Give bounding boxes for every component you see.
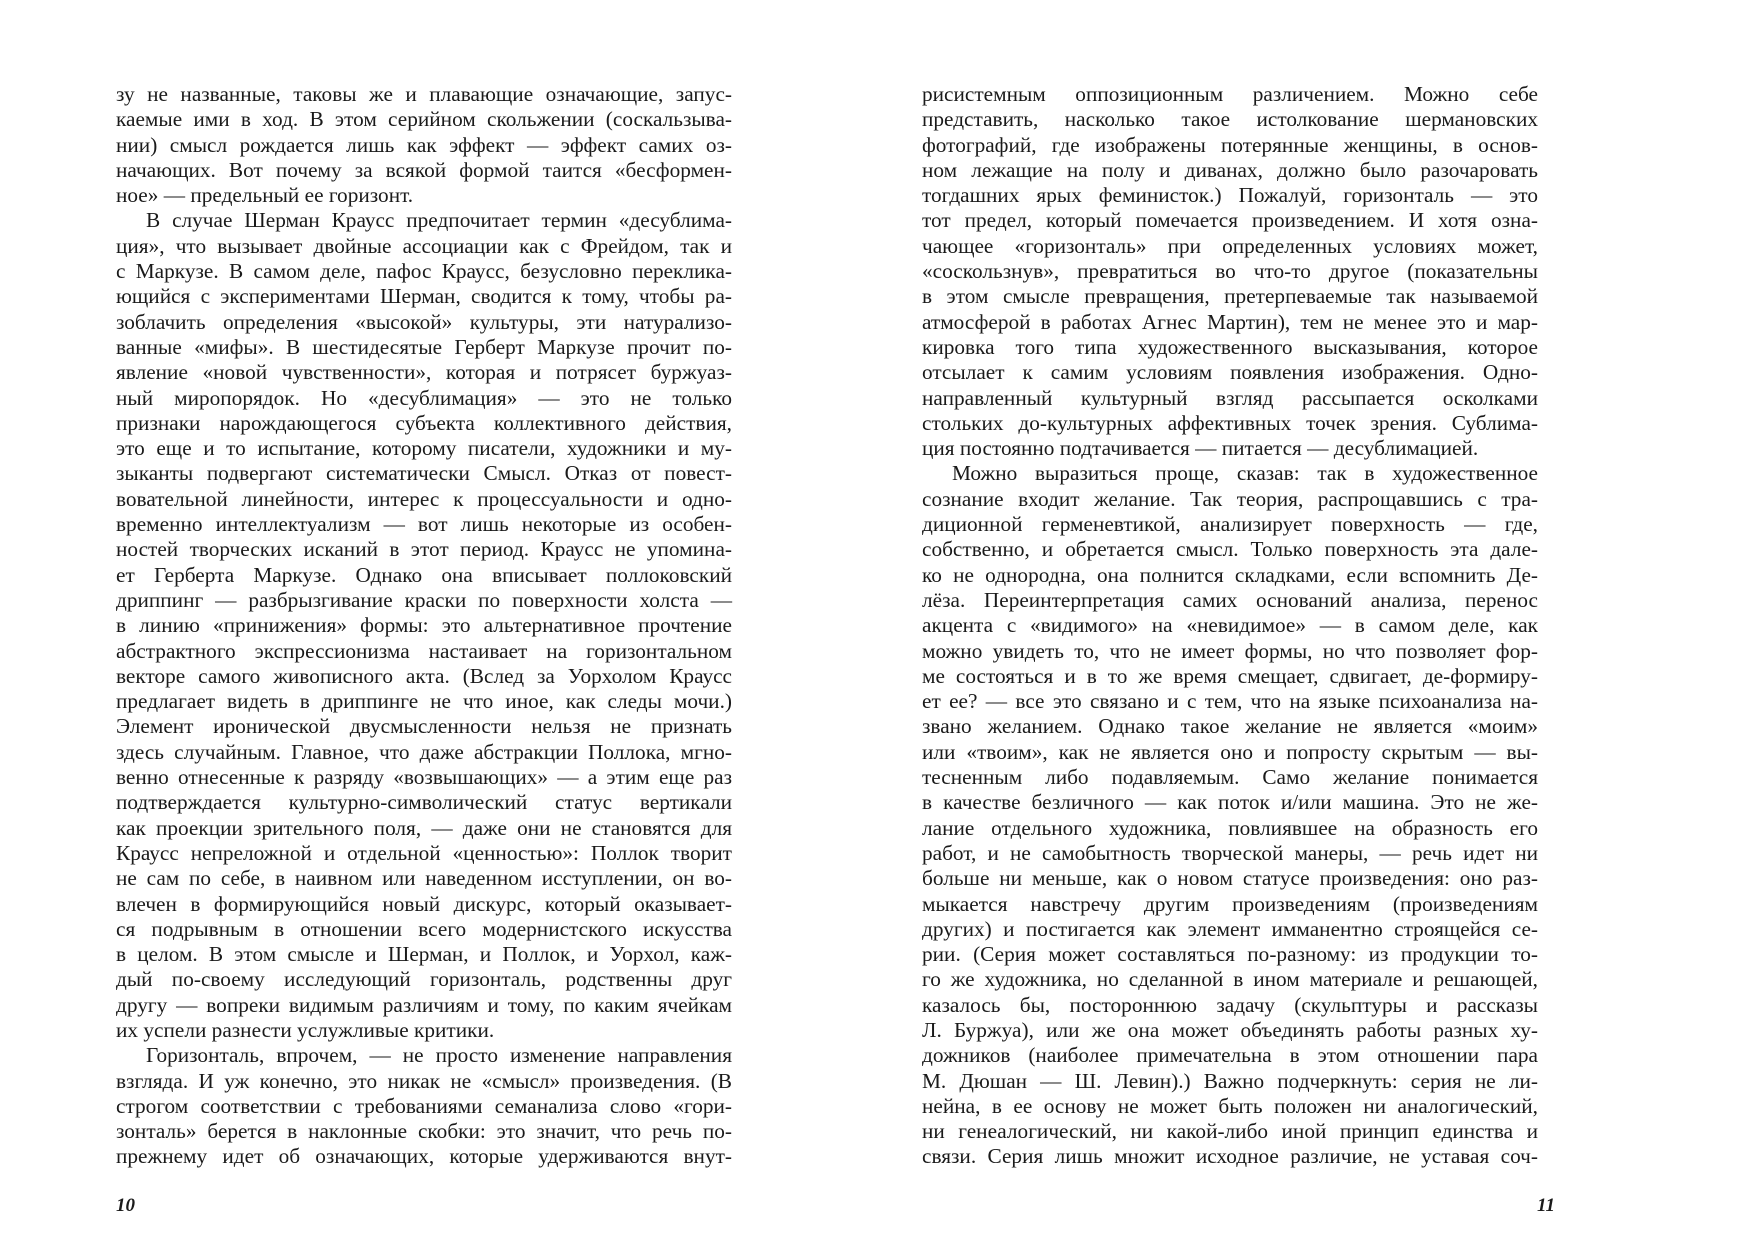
left-page-text	[116, 82, 732, 1170]
text-line: дриппинг — разбрызгивание краски по поверхности холста —	[116, 587, 732, 612]
text-line: атмосферой в работах Агнес Мартин), тем не менее это и мар-	[922, 309, 1538, 334]
text-line: явление «новой чувственности», которая и потрясет буржуаз-	[116, 360, 732, 385]
text-line: ция», что вызывает двойные ассоциации как с Фрейдом, так и	[116, 233, 732, 258]
text-line: в этом смысле превращения, претерпеваемые так называемой	[922, 284, 1538, 309]
text-line: ющийся с экспериментами Шерман, сводится к тому, чтобы ра-	[116, 284, 732, 309]
left-page	[0, 0, 877, 1241]
text-line: тогдашних ярых феминисток.) Пожалуй, горизонталь — это	[922, 183, 1538, 208]
text-line: рии. (Серия может составляться по-разному: из продукции то-	[922, 942, 1538, 967]
text-line: акцента с «видимого» на «невидимое» — в самом деле, как	[922, 613, 1538, 638]
text-line: прежнему идет об означающих, которые удерживаются внут-	[116, 1144, 732, 1169]
right-page-number: 11	[1537, 1195, 1555, 1216]
text-line: ный миропорядок. Но «десублимация» — это не только	[116, 385, 732, 410]
text-line: других) и постигается как элемент имманентно строящейся се-	[922, 916, 1538, 941]
text-line: рисистемным оппозиционным различением. Можно себе	[922, 82, 1538, 106]
text-line: нейна, в ее основу не может быть положен ни аналогический,	[922, 1093, 1538, 1118]
text-line: «соскользнув», превратиться во что-то другое (показательны	[922, 259, 1538, 284]
text-line: или «твоим», как не является оно и попросту скрытым — вы-	[922, 739, 1538, 764]
text-line: абстрактного экспрессионизма настаивает на горизонтальном	[116, 638, 732, 663]
text-line: в целом. В этом смысле и Шерман, и Поллок, и Уорхол, каж-	[116, 942, 732, 967]
text-line: Краусс непреложной и отдельной «ценностью»: Поллок творит	[116, 840, 732, 865]
text-line: с Маркузе. В самом деле, пафос Краусс, безусловно переклика-	[116, 259, 732, 284]
text-line: нии) смысл рождается лишь как эффект — эффект самих оз-	[116, 132, 732, 157]
text-line: го же художника, но сделанной в ином материале и решающей,	[922, 967, 1538, 992]
text-line: казалось бы, постороннюю задачу (скульптуры и рассказы	[922, 992, 1538, 1017]
text-line: Элемент иронической двусмысленности нельзя не признать	[116, 714, 732, 739]
text-line: временно интеллектуализм — вот лишь некоторые из особен-	[116, 512, 732, 537]
text-line: Горизонталь, впрочем, — не просто изменение направления	[146, 1043, 732, 1068]
text-line: тот предел, который помечается произведением. И хотя озна-	[922, 208, 1538, 233]
text-line: ция постоянно подтачивается — питается — десублимацией.	[922, 436, 1479, 461]
text-line: признаки нарождающегося субъекта коллективного действия,	[116, 410, 732, 435]
text-line: В случае Шерман Краусс предпочитает термин «десублима-	[146, 208, 732, 233]
text-line: ном лежащие на полу и диванах, должно было разочаровать	[922, 157, 1538, 182]
text-line: венно отнесенные к разряду «возвышающих» — а этим еще раз	[116, 765, 732, 790]
right-page-text	[922, 82, 1538, 1170]
text-line: можно увидеть то, что не имеет формы, но что позволяет фор-	[922, 638, 1538, 663]
text-line: зоблачить определения «высокой» культуры, эти натурализо-	[116, 309, 732, 334]
text-line: стольких до-культурных аффективных точек зрения. Сублима-	[922, 410, 1538, 435]
text-line: вовательной линейности, интерес к процессуальности и одно-	[116, 486, 732, 511]
text-line: представить, насколько такое истолкование шермановских	[922, 107, 1538, 132]
text-line: ме состояться и в то же время смещает, сдвигает, де-формиру-	[922, 663, 1538, 688]
text-line: не сам по себе, в наивном или наведенном исступлении, он во-	[116, 866, 732, 891]
text-line: звано желанием. Однако такое желание не является «моим»	[922, 714, 1538, 739]
text-line: их успели разнести услужливые критики.	[116, 1017, 495, 1042]
text-line: дый по-своему исследующий горизонталь, родственны друг	[116, 967, 732, 992]
text-line: ное» — предельный ее горизонт.	[116, 183, 414, 208]
text-line: зу не названные, таковы же и плавающие означающие, запус-	[116, 82, 732, 106]
text-line: лание отдельного художника, повлиявшее на образность его	[922, 815, 1538, 840]
text-line: дожников (наиболее примечательна в этом отношении пара	[922, 1043, 1538, 1068]
text-line: как проекции зрительного поля, — даже они не становятся для	[116, 815, 732, 840]
text-line: кировка того типа художественного высказывания, которое	[922, 334, 1538, 359]
text-line: работ, и не самобытность творческой манеры, — речь идет ни	[922, 840, 1538, 865]
text-line: чающее «горизонталь» при определенных условиях может,	[922, 233, 1538, 258]
text-line: тесненным либо подавляемым. Само желание понимается	[922, 765, 1538, 790]
text-line: векторе самого живописного акта. (Вслед за Уорхолом Краусс	[116, 663, 732, 688]
text-line: ся подрывным в отношении всего модернистского искусства	[116, 916, 732, 941]
text-line: другу — вопреки видимым различиям и тому, по каким ячейкам	[116, 992, 732, 1017]
text-line: здесь случайным. Главное, что даже абстракции Поллока, мгно-	[116, 739, 732, 764]
text-line: сознание входит желание. Так теория, распрощавшись с тра-	[922, 486, 1538, 511]
text-line: лёза. Переинтерпретация самих оснований анализа, перенос	[922, 587, 1538, 612]
text-line: больше ни меньше, как о новом статусе произведения: оно раз-	[922, 866, 1538, 891]
text-line: взгляда. И уж конечно, это никак не «смысл» произведения. (В	[116, 1068, 732, 1093]
text-line: строгом соответствии с требованиями семанализа слово «гори-	[116, 1093, 732, 1118]
text-line: ко не однородна, она полнится складками, если вспомнить Де-	[922, 562, 1538, 587]
text-line: мыкается навстречу другим произведениям (произведениям	[922, 891, 1538, 916]
right-page	[878, 0, 1755, 1241]
text-line: в линию «принижения» формы: это альтернативное прочтение	[116, 613, 732, 638]
text-line: М. Дюшан — Ш. Левин).) Важно подчеркнуть: серия не ли-	[922, 1068, 1538, 1093]
text-line: Л. Буржуа), или же она может объединять работы разных ху-	[922, 1017, 1538, 1042]
text-line: отсылает к самим условиям появления изображения. Одно-	[922, 360, 1538, 385]
text-line: Можно выразиться проще, сказав: так в художественное	[952, 461, 1538, 486]
text-line: ностей творческих исканий в этот период. Краусс не упомина-	[116, 537, 732, 562]
text-line: зыканты подвергают систематически Смысл. Отказ от повест-	[116, 461, 732, 486]
text-line: направленный культурный взгляд рассыпается осколками	[922, 385, 1538, 410]
text-line: каемые ими в ход. В этом серийном скольжении (соскальзыва-	[116, 107, 732, 132]
text-line: ванные «мифы». В шестидесятые Герберт Маркузе прочит по-	[116, 334, 732, 359]
text-line: предлагает видеть в дриппинге не что иное, как следы мочи.)	[116, 689, 732, 714]
text-line: ет ее? — все это связано и с тем, что на языке психоанализа на-	[922, 689, 1538, 714]
text-line: собственно, и обретается смысл. Только поверхность эта дале-	[922, 537, 1538, 562]
text-line: начающих. Вот почему за всякой формой таится «бесформен-	[116, 157, 732, 182]
text-line: диционной герменевтикой, анализирует поверхность — где,	[922, 512, 1538, 537]
text-line: ет Герберта Маркузе. Однако она вписывает поллоковский	[116, 562, 732, 587]
text-line: зонталь» берется в наклонные скобки: это значит, что речь по-	[116, 1119, 732, 1144]
text-line: в качестве безличного — как поток и/или машина. Это не же-	[922, 790, 1538, 815]
text-line: подтверждается культурно-символический статус вертикали	[116, 790, 732, 815]
text-line: ни генеалогический, ни какой-либо иной принцип единства и	[922, 1119, 1538, 1144]
text-line: фотографий, где изображены потерянные женщины, в основ-	[922, 132, 1538, 157]
text-line: связи. Серия лишь множит исходное различие, не уставая соч-	[922, 1144, 1538, 1169]
text-line: это еще и то испытание, которому писатели, художники и му-	[116, 436, 732, 461]
text-line: влечен в формирующийся новый дискурс, который оказывает-	[116, 891, 732, 916]
left-page-number: 10	[116, 1195, 135, 1216]
